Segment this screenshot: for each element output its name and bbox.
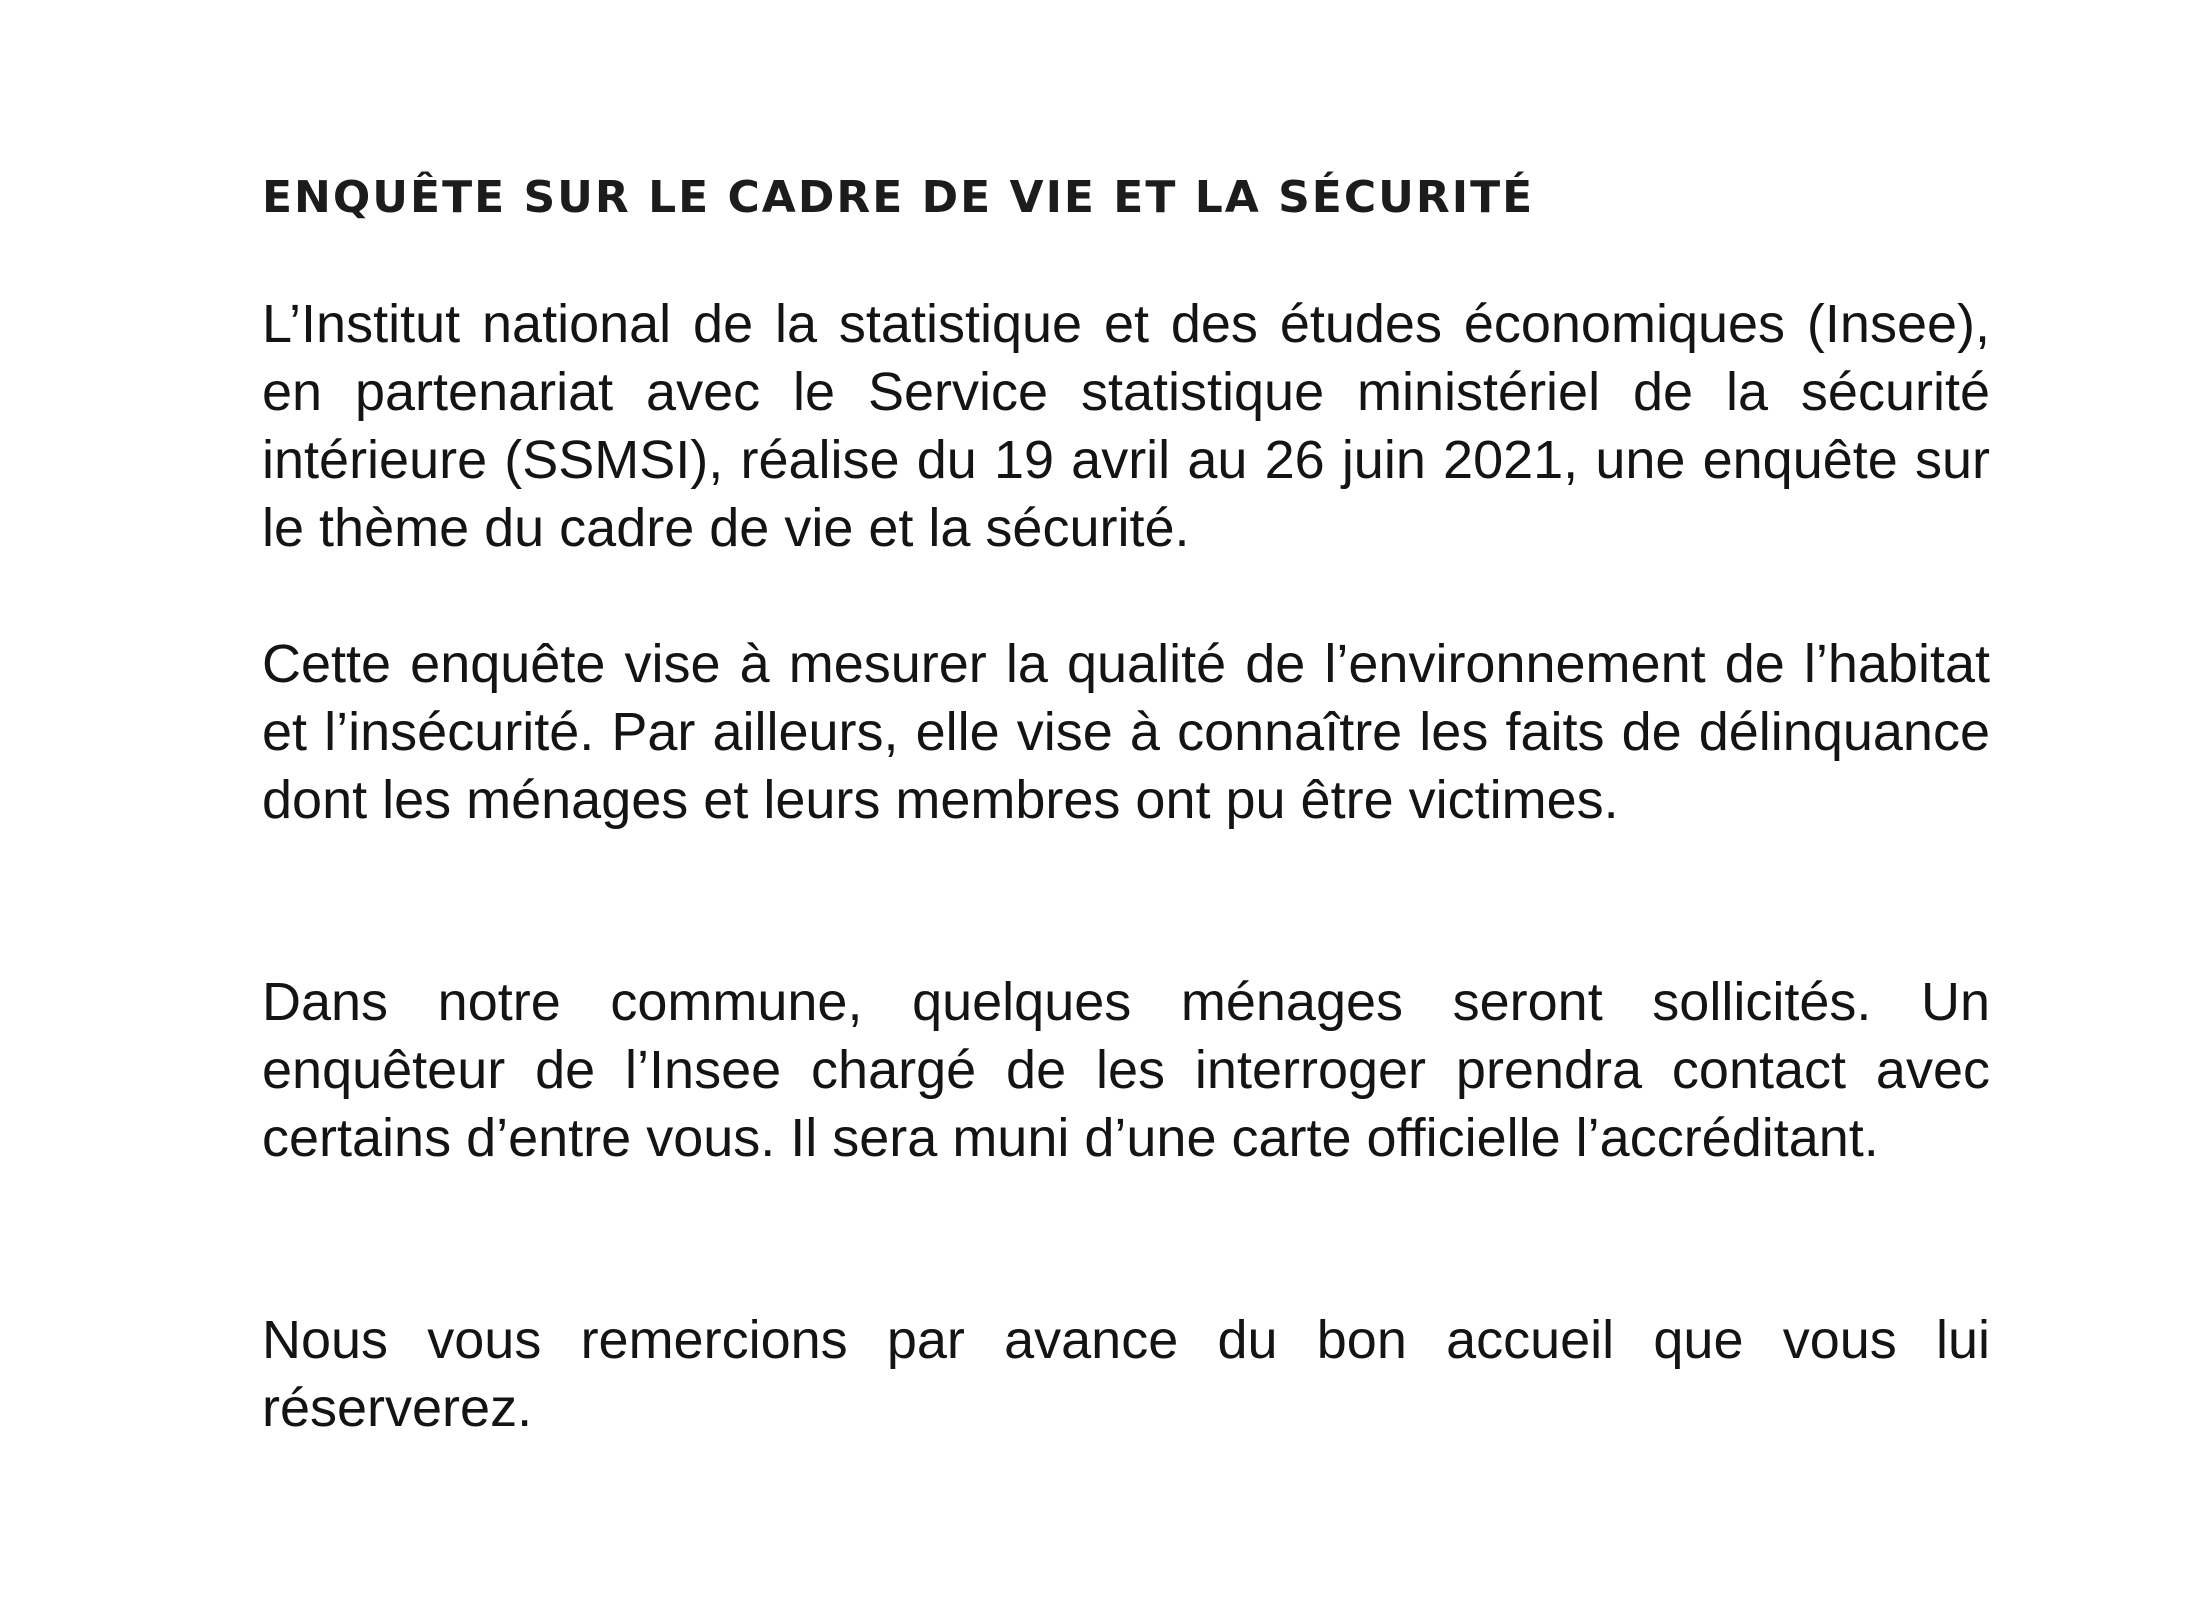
document-title: ENQUÊTE SUR LE CADRE DE VIE ET LA SÉCURITÉ bbox=[262, 172, 1535, 223]
paragraph-intro: L’Institut national de la statistique et des études économiques (Insee), en partenariat avec le Service statistique ministériel de la sécurité intérieure (SSMSI), réalise du 19 avril au 26 juin 2021, une enquête sur le thème du cadre de vie et la sécurité. bbox=[262, 294, 1990, 558]
paragraph-purpose: Cette enquête vise à mesurer la qualité de l’environnement de l’habitat et l’insécurité. Par ailleurs, elle vise à connaître les faits de délinquance dont les ménages et leurs membres ont pu être victimes. bbox=[262, 634, 1990, 830]
paragraph-thanks: Nous vous remercions par avance du bon accueil que vous lui réserverez. bbox=[262, 1310, 1990, 1438]
paragraph-contact: Dans notre commune, quelques ménages seront sollicités. Un enquêteur de l’Insee chargé de les interroger prendra contact avec certains d’entre vous. Il sera muni d’une carte officielle l’accréditant. bbox=[262, 972, 1990, 1168]
